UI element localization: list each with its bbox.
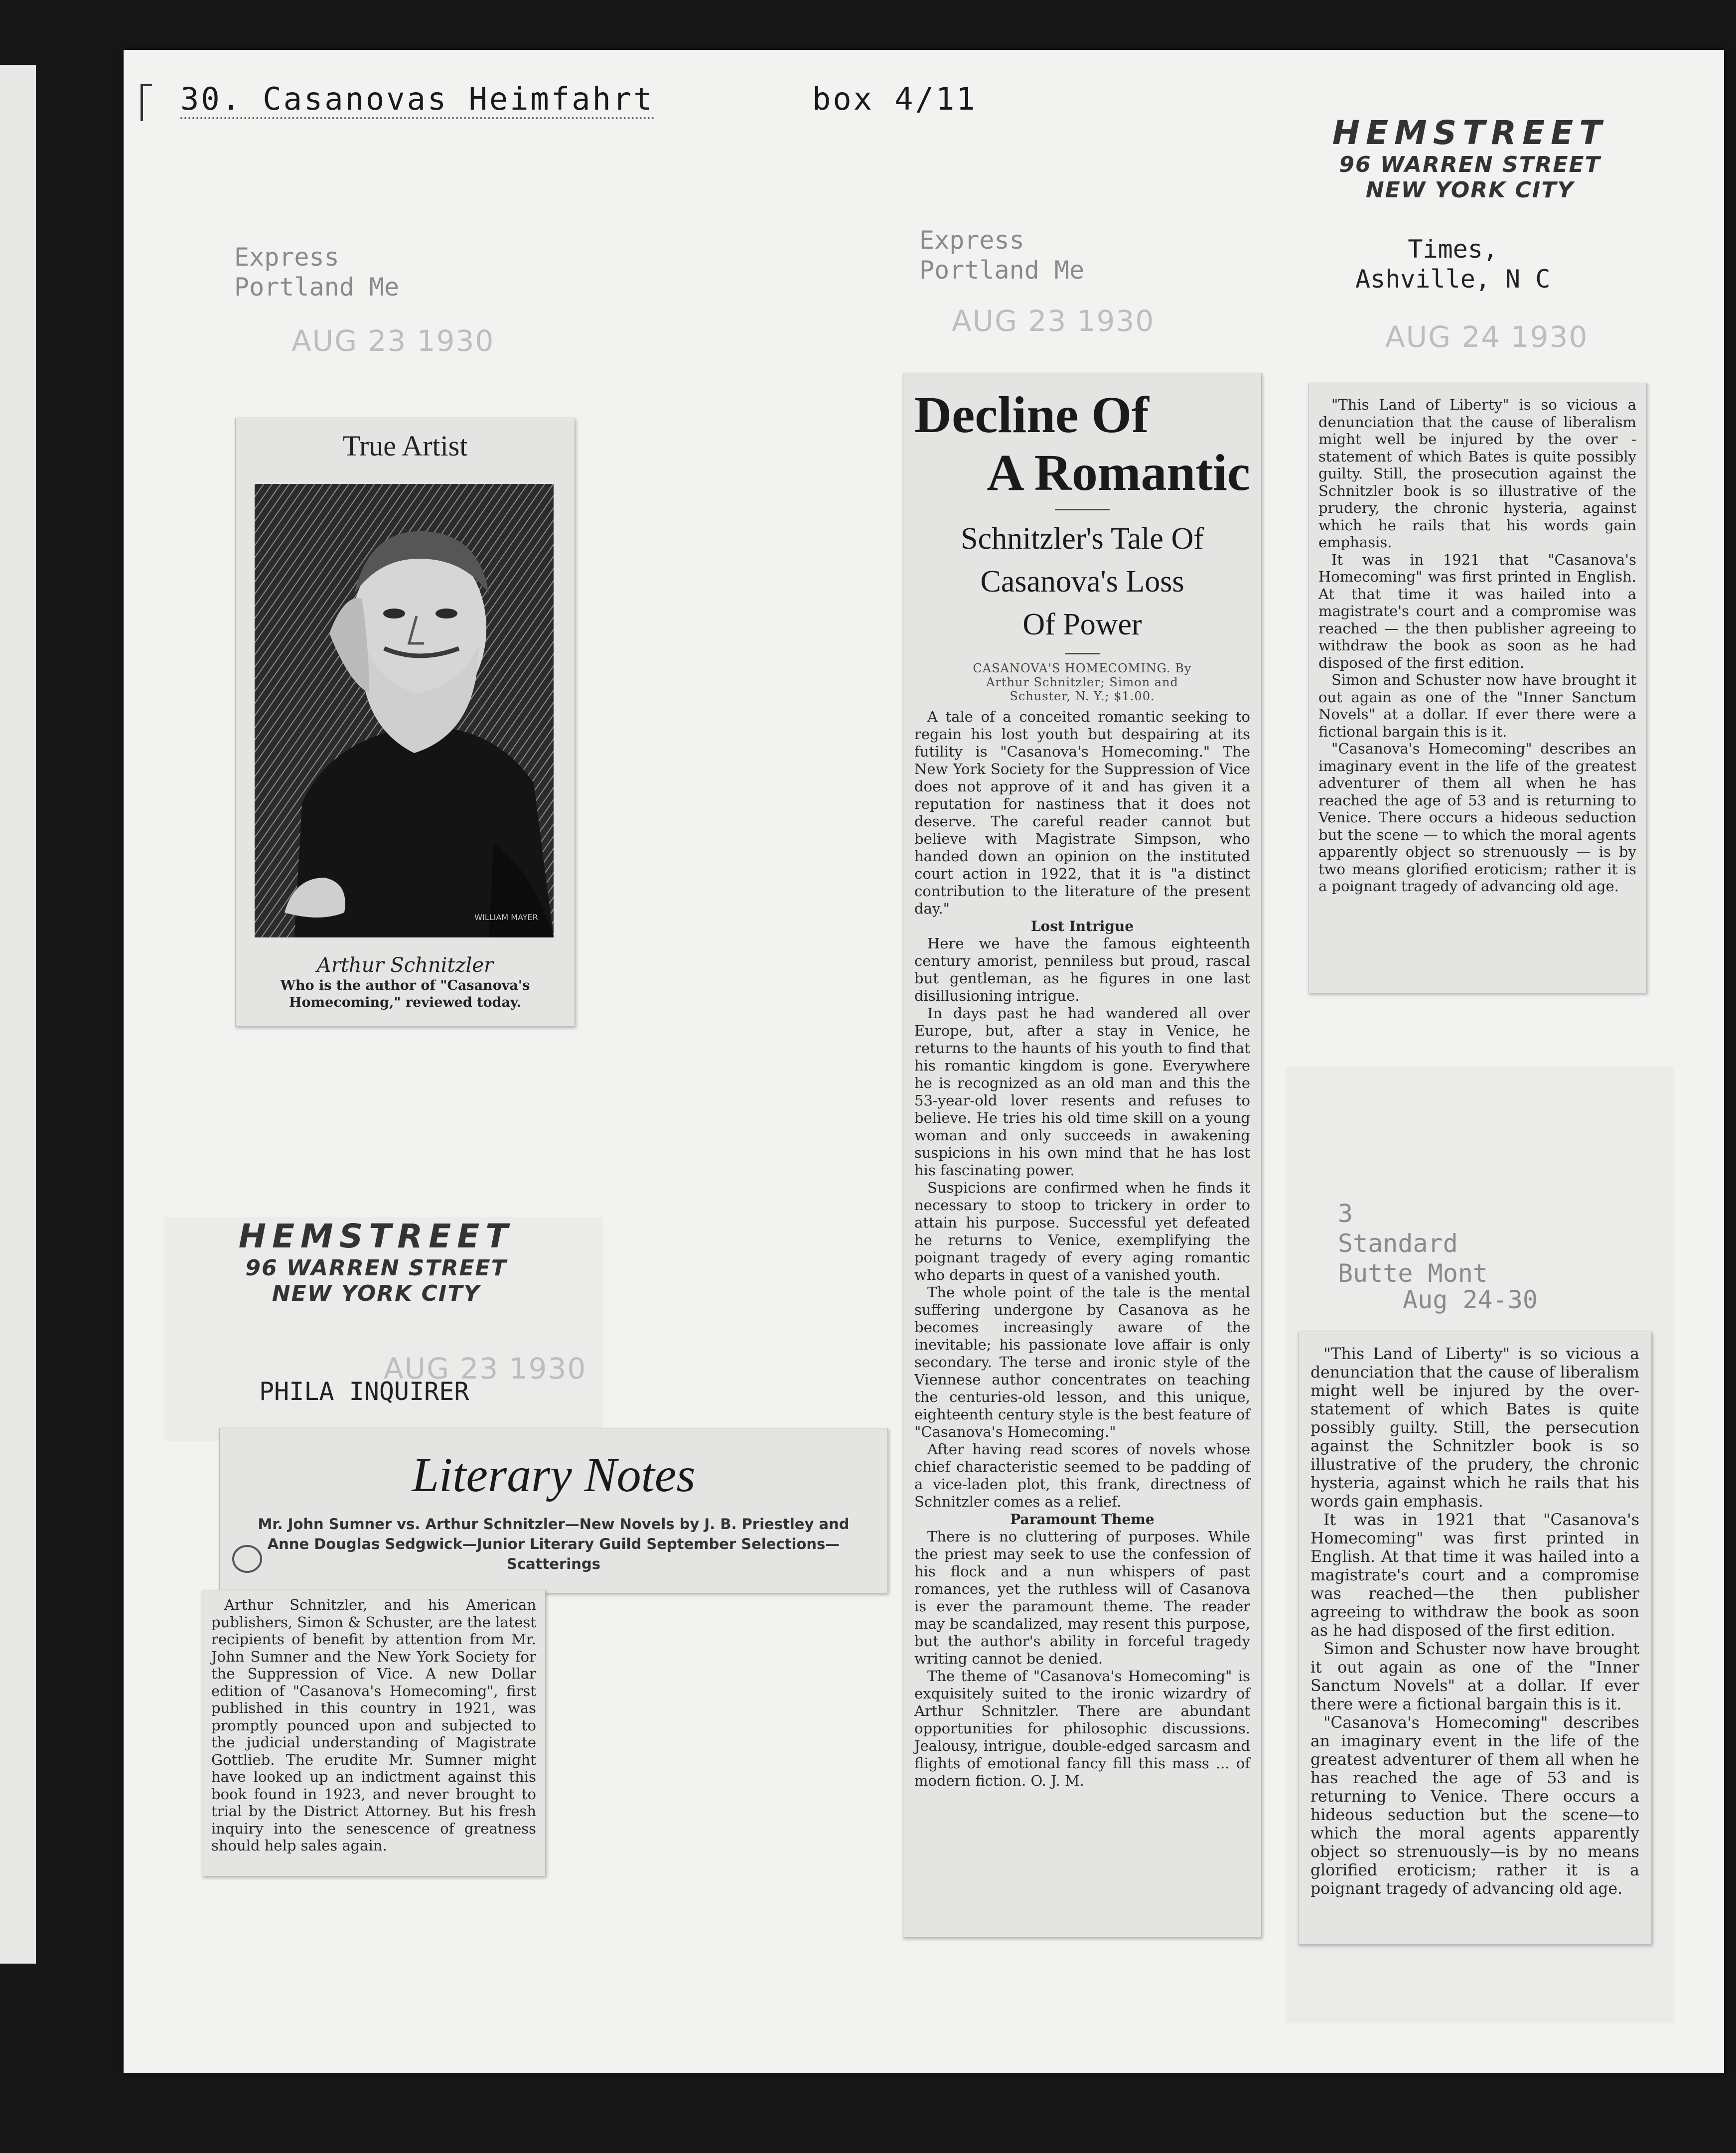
stamp-city: NEW YORK CITY [1365,177,1575,203]
review-body [914,708,1250,1790]
artist-signature: WILLIAM MAYER [474,913,538,922]
portrait-name: Arthur Schnitzler [316,954,494,977]
portrait-drawing [255,484,554,937]
source-line: Ashville, N C [1355,265,1551,294]
source-line: Times, [1408,235,1498,264]
article-paragraph: The whole point of the tale is the mental suffering undergone by Casanova as he becomes increasingly aware of the inevitable; his passionate love affair is only secondary. The terse and ironic style of the Viennese author concentrates on teaching the centuries-old lesson, and this unique, eighteenth century style is the best feature of "Casanova's Homecoming." [914,1284,1250,1440]
stamp-agency-name: HEMSTREET [1332,114,1608,152]
article-paragraph: It was in 1921 that "Casanova's Homecoming" was first printed in English. At that time it was hailed into a magistrate's court and a compromise was reached—the then publisher agreeing to withdraw the book as soon as he had disposed of the first edition. [1310,1511,1639,1640]
source-label-phila: PHILA INQUIRER [259,1377,469,1406]
article-paragraph: "This Land of Liberty" is so vicious a denunciation that the cause of liberalism might well be injured by the over-statement of which Bates is quite possibly guilty. Still, the persecution against the Schnitzler book is so illustrative of the prudery, the chronic hysteria, against which he rails that his words gain emphasis. [1310,1345,1639,1511]
literary-notes-title: Literary Notes [412,1448,696,1502]
review-byline-1: CASANOVA'S HOMECOMING. By [973,661,1192,675]
source-line: Portland Me [234,273,400,302]
source-label-portrait [234,242,399,302]
phila-label-card [164,1217,603,1441]
review-clipping [903,373,1262,1938]
source-line: Standard [1338,1229,1458,1258]
portrait-clipping [235,418,575,1027]
source-line: Butte Mont [1338,1259,1488,1288]
headline-rule [1055,509,1110,510]
article-paragraph: Here we have the famous eighteenth century amorist, penniless but proud, rascal but gentleman, as he figures in one last disillusioning intrigue. [914,935,1250,1004]
date-stamp-phila: AUG 23 1930 [384,1352,587,1385]
stamp-street: 96 WARREN STREET [1339,152,1601,177]
pencil-circle-mark [225,1539,270,1579]
article-paragraph: Simon and Schuster now have brought it out again as one of the "Inner Sanctum Novels" at a dollar. If ever there were a fictional bargain this is it. [1318,671,1636,740]
article-paragraph: Arthur Schnitzler, and his American publishers, Simon & Schuster, are the latest recipients of benefit by attention from Mr. John Sumner and the New York Society for the Suppression of Vice. A new Dollar edition of "Casanova's Homecoming", first published in this country in 1921, was promptly pounced upon and subjected to the judicial understanding of Magistrate Gottlieb. The erudite Mr. Sumner might have looked up an indictment against this book found in 1923, and never brought to trial by the District Attorney. But his fresh inquiry into the senescence of greatness should help sales again. [211,1596,536,1854]
asheville-clipping [1308,383,1647,993]
date-butte: Aug 24-30 [1403,1285,1538,1314]
date-stamp-review: AUG 23 1930 [952,304,1155,338]
source-label-review [919,225,1084,285]
date-stamp-portrait: AUG 23 1930 [291,324,495,358]
literary-notes-deck: Mr. John Sumner vs. Arthur Schnitzler—New Novels by J. B. Priestley and Anne Douglas Sedgwick—Junior Literary Guild September Selections—Scatterings [258,1516,850,1572]
review-subhead-3: Of Power [1022,608,1142,641]
article-paragraph: "Casanova's Homecoming" describes an imaginary event in the life of the greatest adventurer of them all when he has reached the age of 53 and is returning to Venice. There occurs a hideous seduction but the scene — to which the moral agents apparently object so strenuously — is by two means glorified eroticism; rather it is a poignant tragedy of advancing old age. [1318,740,1636,895]
adjacent-page-edge [0,65,36,1964]
stamp-city: NEW YORK CITY [272,1281,481,1306]
article-paragraph: It was in 1921 that "Casanova's Homecoming" was first printed in English. At that time it was hailed into a magistrate's court and a compromise was reached — the then publisher agreeing to withdraw the book as soon as he had disposed of the first edition. [1318,551,1636,671]
hemstreet-stamp-top [1291,114,1649,203]
article-paragraph: The theme of "Casanova's Homecoming" is exquisitely suited to the ironic wizardry of Arthur Schnitzler. There are abundant opportunities for philosophic discussions. Jealousy, intrigue, double-edged sarcasm and flights of emotional fancy fill this mass ... of modern fiction. O. J. M. [914,1668,1250,1789]
source-line: Portland Me [919,256,1085,285]
review-subhead-2: Casanova's Loss [980,565,1184,599]
date-stamp-asheville: AUG 24 1930 [1385,320,1589,354]
corner-bracket [141,84,152,121]
hemstreet-stamp-phila [164,1217,568,1306]
portrait-caption: Who is the author of "Casanova's Homecoming," reviewed today. [280,978,530,1010]
portrait-heading: True Artist [342,430,468,462]
review-headline-2: A Romantic [987,444,1250,501]
box-number: box 4/11 [812,81,977,117]
phila-article-body [211,1596,536,1854]
article-paragraph: "This Land of Liberty" is so vicious a denunciation that the cause of liberalism might well be injured by the over - statement of which Bates is quite possibly guilty. Still, the prosecution against the Schnitzler book is so illustrative of the prudery, the chronic hysteria, against which he rails that his words gain emphasis. [1318,396,1636,551]
stamp-agency-name: HEMSTREET [238,1217,514,1255]
review-subhead-1: Schnitzler's Tale Of [961,522,1204,556]
source-line: 3 [1338,1199,1353,1228]
phila-article-clip [202,1590,546,1876]
article-paragraph: Suspicions are confirmed when he finds it necessary to stoop to trickery in order to attain his purpose. Successful yet defeated he returns to Venice, exemplifying the poignant tragedy of every aging romantic who departs in quest of a vanished youth. [914,1179,1250,1283]
subhead-rule [1065,653,1100,654]
article-paragraph: "Casanova's Homecoming" describes an imaginary event in the life of the greatest adventurer of them all when he has reached the age of 53 and is returning to Venice. There occurs a hideous seduction but the scene—to which the moral agents apparently object so strenuously—is by no means glorified eroticism; rather it is a poignant tragedy of advancing old age. [1310,1714,1639,1898]
review-byline-3: Schuster, N. Y.; $1.00. [1010,689,1155,703]
article-section-heading: Paramount Theme [1010,1511,1155,1528]
stamp-street: 96 WARREN STREET [245,1255,507,1281]
article-paragraph: In days past he had wandered all over Europe, but, after a stay in Venice, he returns to the haunts of his youth to find that his romantic kingdom is gone. Everywhere he is recognized as an old man and this the 53-year-old lover resents and refuses to believe. He tries his old time skill on a young woman and only succeeds in awakening suspicions in his own mind that he has lost his fascinating power. [914,1005,1250,1179]
review-headline-1: Decline Of [914,386,1149,444]
article-paragraph: There is no cluttering of purposes. While the priest may seek to use the confession of his flock and a nun whispers of past romances, yet the ruthless will of Casanova is ever the paramount theme. The reader may be scandalized, may resent this purpose, but the author's ability in forceful tragedy writing cannot be denied. [914,1528,1250,1667]
article-paragraph: A tale of a conceited romantic seeking to regain his lost youth but despairing at its futility is "Casanova's Homecoming." The New York Society for the Suppression of Vice does not approve of it and has given it a reputation for nastiness that it does not deserve. The careful reader cannot but believe with Magistrate Simpson, who handed down an opinion on the instituted court action in 1922, that it is "a distinct contribution to the literature of the present day." [914,708,1250,917]
page-title: 30. Casanovas Heimfahrt [180,81,654,119]
article-section-heading: Lost Intrigue [1030,918,1134,934]
literary-notes-heading-clip [219,1428,888,1593]
review-byline-2: Arthur Schnitzler; Simon and [986,675,1178,689]
source-label-butte [1338,1199,1488,1288]
asheville-body [1318,396,1636,895]
butte-clipping [1298,1332,1652,1945]
butte-body [1310,1345,1639,1898]
portrait-woodcut [255,484,554,937]
source-line: Express [234,243,339,272]
article-paragraph: Simon and Schuster now have brought it out again as one of the "Inner Sanctum Novels" at a dollar. If ever there were a fictional bargain this is it. [1310,1640,1639,1713]
article-paragraph: After having read scores of novels whose chief characteristic seemed to be padding of a vice-laden plot, this frank, directness of Schnitzler comes as a relief. [914,1441,1250,1510]
source-label-asheville [1355,234,1550,294]
source-line: Express [919,226,1024,255]
